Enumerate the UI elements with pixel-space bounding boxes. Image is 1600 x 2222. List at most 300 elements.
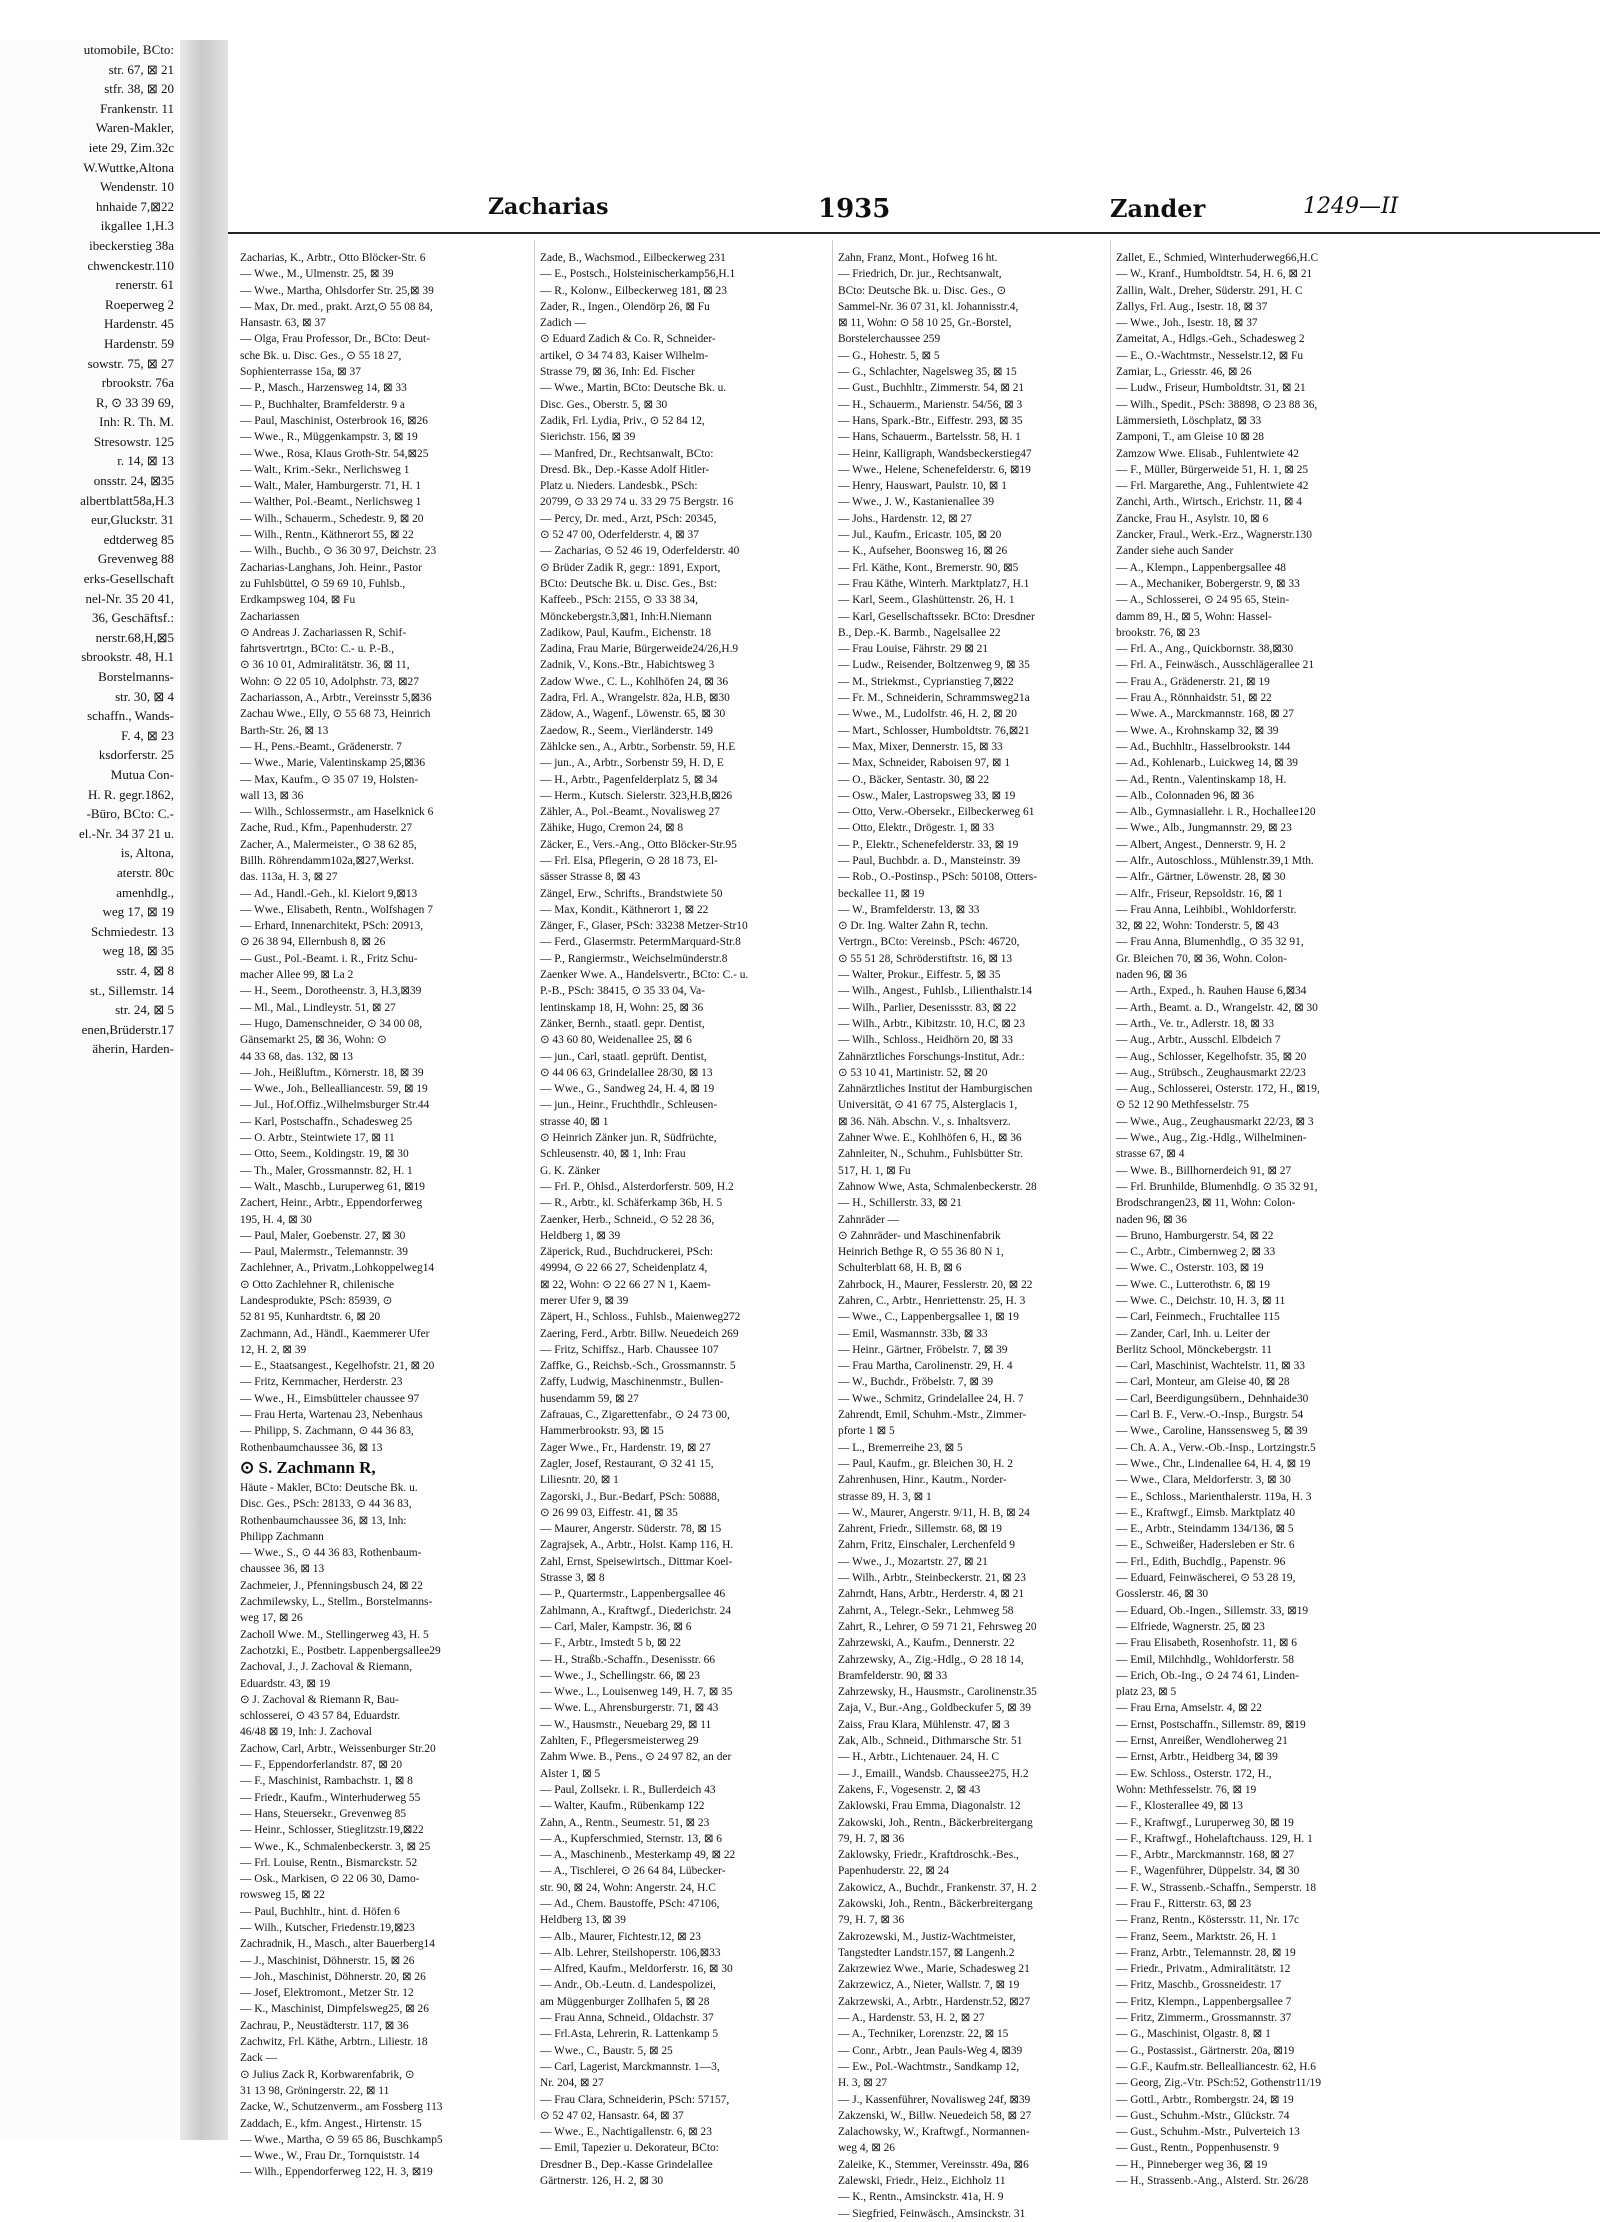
directory-entry-line: Schleusenstr. 40, ⊠ 1, Inh: Frau	[540, 1148, 686, 1161]
left-page-line: Waren-Makler,	[95, 120, 174, 136]
directory-entry-line: — Walt., Krim.-Sekr., Nerlichsweg 1	[240, 463, 410, 476]
directory-entry-line: Zachariassen	[240, 610, 300, 623]
directory-entry-line: ⊙ 26 99 03, Eiffestr. 41, ⊠ 35	[540, 1506, 678, 1519]
directory-entry-line: husendamm 59, ⊠ 27	[540, 1392, 639, 1405]
directory-entry-line: — Erhard, Innenarchitekt, PSch: 20913,	[240, 920, 424, 933]
directory-entry-line: — Conr., Arbtr., Jean Pauls-Weg 4, ⊠39	[838, 2044, 1023, 2057]
directory-entry-line: — Wwe., W., Frau Dr., Tornquiststr. 14	[240, 2150, 420, 2163]
directory-entry-line: Zander siehe auch Sander	[1116, 545, 1234, 558]
directory-entry-line: — E., Schloss., Marienthalerstr. 119a, H. 3	[1116, 1490, 1312, 1503]
directory-entry-line: — Otto, Seem., Koldingstr. 19, ⊠ 30	[240, 1148, 409, 1161]
directory-entry-line: Barth-Str. 26, ⊠ 13	[240, 724, 329, 737]
directory-entry-line: Berlitz School, Mönckebergstr. 11	[1116, 1343, 1272, 1356]
directory-entry-line: — Joh., Heißluftm., Körnerstr. 18, ⊠ 39	[240, 1066, 424, 1079]
directory-entry-line: 195, H. 4, ⊠ 30	[240, 1213, 312, 1226]
directory-entry-line: Zahn, Franz, Mont., Hofweg 16 ht.	[838, 252, 998, 264]
directory-entry-line: Zacher, A., Malermeister., ⊙ 38 62 85,	[240, 838, 417, 851]
directory-entry-line: Zängel, Erw., Schrifts., Brandstwiete 50	[540, 887, 723, 900]
directory-entry-line: Zachert, Heinr., Arbtr., Eppendorferweg	[240, 1197, 423, 1210]
left-page-line: ikgallee 1,H.3	[100, 218, 174, 234]
directory-entry-line: artikel, ⊙ 34 74 83, Kaiser Wilhelm-	[540, 349, 709, 362]
directory-entry-line: — Emil, Milchhdlg., Wohldorferstr. 58	[1116, 1653, 1294, 1666]
directory-entry-line: — Frau Louise, Fährstr. 29 ⊠ 21	[838, 643, 989, 656]
directory-entry-line: — Wwe., Schmitz, Grindelallee 24, H. 7	[838, 1392, 1024, 1405]
directory-entry-line: — C., Arbtr., Cimbernweg 2, ⊠ 33	[1116, 1246, 1276, 1259]
directory-entry-line: — Heinr., Gärtner, Fröbelstr. 7, ⊠ 39	[838, 1343, 1008, 1356]
directory-entry-line: Zader, R., Ingen., Olendörp 26, ⊠ Fu	[540, 300, 710, 313]
directory-entry-line: — Albert, Angest., Dennerstr. 9, H. 2	[1116, 838, 1286, 851]
directory-entry-line: — Hans, Spark.-Btr., Eiffestr. 293, ⊠ 35	[838, 414, 1023, 427]
directory-entry-line: — Walt., Maler, Hamburgerstr. 71, H. 1	[240, 480, 422, 493]
left-page-line: str. 24, ⊠ 5	[115, 1002, 174, 1018]
directory-entry-line: — Ad., Handl.-Geh., kl. Kielort 9,⊠13	[240, 887, 418, 900]
directory-entry-line: — Elfriede, Wagnerstr. 25, ⊠ 23	[1116, 1620, 1265, 1633]
directory-entry-line: — Franz, Arbtr., Telemannstr. 28, ⊠ 19	[1116, 1946, 1296, 1959]
directory-entry-line: — Wwe. C., Lutterothstr. 6, ⊠ 19	[1116, 1278, 1270, 1291]
directory-entry-line: — Carl B. F., Verw.-O.-Insp., Burgstr. 54	[1116, 1409, 1304, 1422]
directory-entry-line: — Frau F., Ritterstr. 63, ⊠ 23	[1116, 1897, 1252, 1910]
directory-entry-line: ⊙ Heinrich Zänker jun. R, Südfrüchte,	[540, 1132, 717, 1145]
directory-entry-line: — Fritz, Zimmerm., Grossmannstr. 37	[1116, 2012, 1292, 2025]
directory-entry-line: BCto: Deutsche Bk. u. Disc. Ges., ⊙	[838, 284, 1007, 297]
directory-entry-line: Zahrzewsky, A., Zig.-Hdlg., ⊙ 28 18 14,	[838, 1653, 1024, 1666]
directory-entry-line: — Manfred, Dr., Rechtsanwalt, BCto:	[540, 447, 714, 460]
directory-entry-line: — Wilh., Eppendorferweg 122, H. 3, ⊠19	[240, 2166, 433, 2179]
directory-entry-line: — Wwe., C., Baustr. 5, ⊠ 25	[540, 2044, 673, 2057]
directory-entry-line: Nr. 204, ⊠ 27	[540, 2077, 604, 2090]
directory-entry-line: Sammel-Nr. 36 07 31, kl. Johannisstr.4,	[838, 300, 1019, 313]
directory-entry-line: ⊙ Brüder Zadik R, gegr.: 1891, Export,	[540, 561, 721, 574]
directory-entry-line: ⊠ 36. Näh. Abschn. V., s. Inhaltsverz.	[838, 1115, 1011, 1128]
directory-entry-line: — Walter, Prokur., Eiffestr. 5, ⊠ 35	[838, 969, 1001, 982]
left-page-line: Wendenstr. 10	[99, 179, 174, 195]
directory-entry-line: Gänsemarkt 25, ⊠ 36, Wohn: ⊙	[240, 1034, 387, 1047]
directory-entry-line: Häute - Makler, BCto: Deutsche Bk. u.	[240, 1481, 418, 1494]
directory-entry-line: — H., Schauerm., Marienstr. 54/56, ⊠ 3	[838, 398, 1023, 411]
left-page-line: Grevenweg 88	[97, 551, 174, 567]
directory-entry-line: — H., Pens.-Beamt., Grädenerstr. 7	[240, 740, 402, 753]
directory-entry-line: — E., Postsch., Holsteinischerkamp56,H.1	[540, 268, 736, 281]
directory-entry-line: — Gust., Schuhm.-Mstr., Glückstr. 74	[1116, 2109, 1290, 2122]
directory-entry-line: — M., Striekmst., Cyprianstieg 7,⊠22	[838, 675, 1014, 688]
directory-entry-line: Zahnleiter, N., Schuhm., Fuhlsbütter Str.	[838, 1148, 1023, 1161]
left-page-line: iete 29, Zim.32c	[88, 139, 174, 155]
directory-entry-line: — Wwe., Martin, BCto: Deutsche Bk. u.	[540, 382, 727, 395]
directory-entry-line: Zaenker Wwe. A., Handelsvertr., BCto: C.- u.	[540, 969, 749, 982]
directory-entry-line: Wohn: ⊙ 22 05 10, Adolphstr. 73, ⊠27	[240, 675, 419, 688]
directory-entry-line: — H., Schillerstr. 33, ⊠ 21	[838, 1197, 962, 1210]
directory-entry-line: strasse 40, ⊠ 1	[540, 1115, 609, 1128]
directory-entry-line: Zakens, F., Vogesenstr. 2, ⊠ 43	[838, 1783, 981, 1796]
directory-entry-line: Sophienterrasse 15a, ⊠ 37	[240, 366, 361, 379]
left-page-line: sstr. 4, ⊠ 8	[116, 962, 174, 978]
directory-entry-line: BCto: Deutsche Bk. u. Disc. Ges., Bst:	[540, 577, 717, 590]
left-page-line: hnhaide 7,⊠22	[95, 198, 174, 214]
directory-entry-line: — Mart., Schlosser, Humboldtstr. 76,⊠21	[838, 724, 1030, 737]
directory-entry-line: — L., Bremerreihe 23, ⊠ 5	[838, 1441, 963, 1454]
directory-entry-line: Alster 1, ⊠ 5	[540, 1767, 601, 1780]
directory-entry-line: Zachow, Carl, Arbtr., Weissenburger Str.20	[240, 1742, 436, 1755]
directory-entry-line: — Frau Elisabeth, Rosenhofstr. 11, ⊠ 6	[1116, 1637, 1297, 1650]
header-left-name: Zacharias	[488, 194, 609, 220]
directory-entry-line: Wohn: Methfesselstr. 76, ⊠ 19	[1116, 1783, 1257, 1796]
directory-entry-line: Zakowski, Joh., Rentn., Bäckerbreitergang	[838, 1816, 1033, 1829]
left-page-line: ksdorferstr. 25	[98, 747, 174, 763]
directory-entry-line: — Ernst, Postschaffn., Sillemstr. 89, ⊠19	[1116, 1718, 1306, 1731]
directory-entry-line: — Friedrich, Dr. jur., Rechtsanwalt,	[838, 268, 1002, 281]
directory-entry-line: Zaiss, Frau Klara, Mühlenstr. 47, ⊠ 3	[838, 1718, 1010, 1731]
directory-entry-line: Sierichstr. 156, ⊠ 39	[540, 431, 636, 444]
directory-entry-line: — Wilh., Schauerm., Schedestr. 9, ⊠ 20	[240, 512, 424, 525]
directory-entry-line: — Max, Kaufm., ⊙ 35 07 19, Holsten-	[240, 773, 419, 786]
directory-entry-line: — Carl, Feinmech., Fruchtallee 115	[1116, 1311, 1280, 1324]
directory-entry-line: — F., Müller, Bürgerweide 51, H. 1, ⊠ 25	[1116, 463, 1309, 476]
directory-entry-line: — Zander, Carl, Inh. u. Leiter der	[1116, 1327, 1270, 1340]
directory-entry-line: Zalewski, Friedr., Heiz., Eichholz 11	[838, 2175, 1006, 2188]
directory-entry-line: — Wwe., C., Lappenbergsallee 1, ⊠ 19	[838, 1311, 1019, 1324]
directory-entry-line: — Osk., Markisen, ⊙ 22 06 30, Damo-	[240, 1873, 420, 1886]
directory-entry-line: — Paul, Buchbdr. a. D., Mansteinstr. 39	[838, 854, 1021, 867]
directory-entry-line: Borstelerchaussee 259	[838, 333, 941, 346]
directory-entry-line: — Carl, Monteur, am Gleise 40, ⊠ 28	[1116, 1376, 1290, 1389]
directory-entry-line: — Th., Maler, Grossmannstr. 82, H. 1	[240, 1164, 413, 1177]
directory-entry-line: Zakrzewiez Wwe., Marie, Schadesweg 21	[838, 1963, 1030, 1976]
directory-entry-line: — Friedr., Privatm., Admiralitätstr. 12	[1116, 1963, 1291, 1976]
directory-entry-line: platz 23, ⊠ 5	[1116, 1686, 1177, 1699]
directory-entry-line: Zacke, W., Schutzenverm., am Fossberg 113	[240, 2101, 443, 2114]
left-page-line: enen,Brüderstr.17	[81, 1021, 174, 1037]
directory-entry-line: — Wwe., Helene, Schenefelderstr. 6, ⊠19	[838, 463, 1031, 476]
directory-entry-line: Zachau Wwe., Elly, ⊙ 55 68 73, Heinrich	[240, 708, 431, 721]
left-page-line: 36, Geschäftsf.:	[92, 610, 174, 626]
directory-entry-line: ⊙ Eduard Zadich & Co. R, Schneider-	[540, 333, 716, 346]
directory-entry-line: Rothenbaumchaussee 36, ⊠ 13	[240, 1441, 383, 1454]
directory-entry-line: — A., Mechaniker, Bobergerstr. 9, ⊠ 33	[1116, 577, 1300, 590]
directory-entry-line: Gosslerstr. 46, ⊠ 30	[1116, 1588, 1209, 1601]
left-page-line: erks-Gesellschaft	[83, 571, 174, 587]
directory-entry-line: — Frl.Asta, Lehrerin, R. Lattenkamp 5	[540, 2028, 719, 2041]
directory-entry-line: — Carl, Maschinist, Wachtelstr. 11, ⊠ 33	[1116, 1360, 1305, 1373]
left-page-line: weg 17, ⊠ 19	[102, 904, 174, 920]
directory-entry-line: — A., Schlosserei, ⊙ 24 95 65, Stein-	[1116, 594, 1290, 607]
left-page-line: st., Sillemstr. 14	[89, 982, 174, 998]
left-page-line: Mutua Con-	[110, 766, 174, 782]
left-page-line: str. 30, ⊠ 4	[115, 688, 174, 704]
directory-entry-line: — Frau Käthe, Winterh. Marktplatz7, H.1	[838, 577, 1030, 590]
directory-entry-line: zu Fuhlsbüttel, ⊙ 59 69 10, Fuhlsb.,	[240, 577, 406, 590]
directory-entry-line: — R., Kolonw., Eilbeckerweg 181, ⊠ 23	[540, 284, 727, 297]
directory-entry-line: — F., Klosterallee 49, ⊠ 13	[1116, 1800, 1243, 1813]
directory-entry-line: 79, H. 7, ⊠ 36	[838, 1914, 905, 1927]
left-page-line: Roeperweg 2	[105, 296, 174, 312]
directory-entry-line: ⊙ Zahnräder- und Maschinenfabrik	[838, 1229, 1001, 1242]
directory-entry-line: brookstr. 76, ⊠ 23	[1116, 626, 1200, 639]
directory-entry-line: — F., Arbtr., Marckmannstr. 168, ⊠ 27	[1116, 1849, 1295, 1862]
directory-entry-line: — E., Staatsangest., Kegelhofstr. 21, ⊠ 20	[240, 1360, 435, 1373]
directory-entry-line: strasse 89, H. 3, ⊠ 1	[838, 1490, 932, 1503]
directory-entry-line: ⊙ 36 10 01, Admiralitätstr. 36, ⊠ 11,	[240, 659, 410, 672]
directory-entry-line: — jun., Carl, staatl. geprüft. Dentist,	[540, 1050, 707, 1063]
directory-entry-line: Zahnräder —	[838, 1213, 900, 1226]
directory-entry-line: — Wwe., S., ⊙ 44 36 83, Rothenbaum-	[240, 1547, 422, 1560]
directory-entry-line: Heldberg 13, ⊠ 39	[540, 1914, 626, 1927]
directory-entry-line: — Heinr, Kalligraph, Wandsbeckerstieg47	[838, 447, 1032, 460]
directory-entry-line: Zachlehner, A., Privatm.,Lohkoppelweg14	[240, 1262, 435, 1275]
directory-entry-line: ⊙ 26 38 94, Ellernbush 8, ⊠ 26	[240, 936, 386, 949]
directory-entry-line: — Ernst, Anreißer, Wendloherweg 21	[1116, 1735, 1288, 1748]
directory-entry-line: — Heinr., Schlosser, Stieglitzstr.19,⊠22	[240, 1824, 424, 1837]
directory-entry-line: — J., Emaill., Wandsb. Chaussee275, H.2	[838, 1767, 1029, 1780]
directory-entry-line: Vertrgn., BCto: Vereinsb., PSch: 46720,	[838, 936, 1020, 949]
directory-entry-line: — Ludw., Friseur, Humboldtstr. 31, ⊠ 21	[1116, 382, 1306, 395]
directory-entry-line: — Zacharias, ⊙ 52 46 19, Oderfelderstr. 40	[540, 545, 740, 558]
directory-entry-line: — Alfr., Autoschloss., Mühlenstr.39,1 Mth.	[1116, 854, 1314, 867]
directory-entry-line: Zadow Wwe., C. L., Kohlhöfen 24, ⊠ 36	[540, 675, 729, 688]
directory-entry-line: — J., Kassenführer, Novalisweg 24f, ⊠39	[838, 2093, 1031, 2106]
directory-entry-line: — Ad., Kohlenarb., Luickweg 14, ⊠ 39	[1116, 757, 1298, 770]
directory-entry-line: — Wwe., Marie, Valentinskamp 25,⊠36	[240, 757, 426, 770]
directory-entry-line: Hammerbrookstr. 93, ⊠ 15	[540, 1425, 664, 1438]
directory-entry-line: Zadikow, Paul, Kaufm., Eichenstr. 18	[540, 626, 712, 639]
directory-entry-line: — Carl, Lagerist, Marckmannstr. 1—3,	[540, 2060, 720, 2073]
directory-entry-line: — Gust., Schuhm.-Mstr., Pulverteich 13	[1116, 2126, 1300, 2139]
directory-entry-line: Zache, Rud., Kfm., Papenhuderstr. 27	[240, 822, 413, 835]
directory-entry-line: Zager Wwe., Fr., Hardenstr. 19, ⊠ 27	[540, 1441, 711, 1454]
directory-entry-line: wall 13, ⊠ 36	[240, 789, 304, 802]
directory-entry-line: — P., Rangiermstr., Weichselmünderstr.8	[540, 952, 728, 965]
directory-entry-line: — Fritz, Schiffsz., Harb. Chaussee 107	[540, 1343, 719, 1356]
directory-entry-line: — Wwe., Chr., Lindenallee 64, H. 4, ⊠ 19	[1116, 1457, 1311, 1470]
directory-entry-line: — H., Straßb.-Schaffn., Desenisstr. 66	[540, 1653, 716, 1666]
directory-entry-line: — Fritz, Kernmacher, Herderstr. 23	[240, 1376, 403, 1389]
directory-entry-line: naden 96, ⊠ 36	[1116, 1213, 1187, 1226]
directory-entry-line: H. 3, ⊠ 27	[838, 2077, 888, 2090]
page-header	[228, 180, 1600, 234]
directory-entry-line: — Carl, Maler, Kampstr. 36, ⊠ 6	[540, 1620, 692, 1633]
directory-entry-line: — Jul., Kaufm., Ericastr. 105, ⊠ 20	[838, 529, 1002, 542]
directory-entry-line: Zahrnt, A., Telegr.-Sekr., Lehmweg 58	[838, 1604, 1014, 1617]
directory-entry-line: — Wwe., Rosa, Klaus Groth-Str. 54,⊠25	[240, 447, 429, 460]
directory-entry-line: — F., Wagenführer, Düppelstr. 34, ⊠ 30	[1116, 1865, 1300, 1878]
directory-entry-line: — R., Arbtr., kl. Schäferkamp 36b, H. 5	[540, 1197, 723, 1210]
directory-entry-line: das. 113a, H. 3, ⊠ 27	[240, 871, 338, 884]
directory-entry-line: — Karl, Gesellschaftssekr. BCto: Dresdner	[838, 610, 1035, 623]
directory-entry-line: — Andr., Ob.-Leutn. d. Landespolizei,	[540, 1979, 716, 1992]
directory-entry-line: — Siegfried, Feinwäsch., Amsinckstr. 31	[838, 2207, 1026, 2220]
directory-entry-line: Strasse 3, ⊠ 8	[540, 1572, 605, 1585]
directory-entry-line: — A., Kupferschmied, Sternstr. 13, ⊠ 6	[540, 1832, 722, 1845]
directory-entry-line: — Franz, Rentn., Köstersstr. 11, Nr. 17c	[1116, 1914, 1300, 1927]
directory-entry-line: Dresd. Bk., Dep.-Kasse Adolf Hitler-	[540, 463, 710, 476]
directory-entry-line: Philipp Zachmann	[240, 1530, 324, 1543]
left-page-line: sbrookstr. 48, H.1	[81, 649, 174, 665]
directory-entry-line: Zachmilewsky, L., Stellm., Borstelmanns-	[240, 1596, 433, 1609]
directory-entry-line: pforte 1 ⊠ 5	[838, 1425, 895, 1438]
header-year: 1935	[818, 194, 891, 224]
directory-entry-line: — Alfr., Gärtner, Löwenstr. 28, ⊠ 30	[1116, 871, 1286, 884]
directory-entry-line: — Wwe., J., Schellingstr. 66, ⊠ 23	[540, 1669, 700, 1682]
column-divider	[534, 240, 535, 2120]
directory-entry-line: fahrtsvertrtgn., BCto: C.- u. P.-B.,	[240, 643, 395, 656]
directory-entry-line: Zänger, F., Glaser, PSch: 33238 Metzer-Str10	[540, 920, 748, 933]
directory-entry-line: — W., Maurer, Angerstr. 9/11, H. B, ⊠ 24	[838, 1506, 1030, 1519]
directory-entry-line: — Frl. A., Ang., Quickbornstr. 38,⊠30	[1116, 643, 1294, 656]
directory-entry-line: Zahnow Wwe, Asta, Schmalenbeckerstr. 28	[838, 1180, 1037, 1193]
directory-entry-line: Schulterblatt 68, H. B, ⊠ 6	[838, 1262, 962, 1275]
directory-entry-line: Landesprodukte, PSch: 85939, ⊙	[240, 1295, 393, 1307]
header-right-name: Zander	[1110, 194, 1206, 223]
directory-entry-line: — E., Schweißer, Hadersleben er Str. 6	[1116, 1539, 1295, 1552]
directory-entry-line: — Paul, Maler, Goebenstr. 27, ⊠ 30	[240, 1229, 406, 1242]
directory-entry-line: Zaddach, E., kfm. Angest., Hirtenstr. 15	[240, 2117, 422, 2130]
directory-entry-line: — Ad., Rentn., Valentinskamp 18, H.	[1116, 773, 1287, 786]
directory-entry-line: — Ad., Buchhltr., Hasselbrookstr. 144	[1116, 740, 1291, 753]
directory-entry-line: — Friedr., Kaufm., Winterhuderweg 55	[240, 1791, 421, 1804]
left-page-line: r. 14, ⊠ 13	[117, 453, 174, 469]
directory-entry-line: — Philipp, S. Zachmann, ⊙ 44 36 83,	[240, 1425, 414, 1438]
directory-entry-line: — K., Maschinist, Dimpfelsweg25, ⊠ 26	[240, 2003, 429, 2016]
directory-entry-line: Zaklowsky, Friedr., Kraftdroschk.-Bes.,	[838, 1849, 1019, 1862]
directory-entry-line: Zahlmann, A., Kraftwgf., Diederichstr. 24	[540, 1604, 732, 1617]
directory-entry-line: — Frl. Louise, Rentn., Bismarckstr. 52	[240, 1856, 418, 1869]
directory-entry-line: — Frl., Edith, Buchdlg., Papenstr. 96	[1116, 1555, 1286, 1568]
directory-entry-line: Tangstedter Landstr.157, ⊠ Langenh.2	[838, 1946, 1015, 1959]
directory-entry-line: Zakrzewicz, A., Nieter, Wallstr. 7, ⊠ 19	[838, 1979, 1020, 1992]
directory-entry-line: — Wilh., Angest., Fuhlsb., Lilienthalstr.14	[838, 985, 1032, 998]
directory-entry-line: — Karl, Postschaffn., Schadesweg 25	[240, 1115, 413, 1128]
directory-entry-line: Zahrndt, Hans, Arbtr., Herderstr. 4, ⊠ 21	[838, 1588, 1025, 1601]
directory-entry-line: — Max, Mixer, Dennerstr. 15, ⊠ 33	[838, 740, 1003, 753]
left-page-line: H. R. gegr.1862,	[88, 786, 174, 802]
directory-entry-line: Zahrbock, H., Maurer, Fesslerstr. 20, ⊠ 22	[838, 1278, 1033, 1291]
directory-entry-line: Zahrt, R., Lehrer, ⊙ 59 71 21, Fehrsweg 20	[838, 1620, 1037, 1633]
directory-entry-line: Zanchi, Arth., Wirtsch., Erichstr. 11, ⊠ 4	[1116, 496, 1302, 509]
directory-entry-line: Zaja, V., Bur.-Ang., Goldbeckufer 5, ⊠ 39	[838, 1702, 1031, 1715]
directory-entry-line: Zahner Wwe. E., Kohlhöfen 6, H., ⊠ 36	[838, 1132, 1022, 1145]
directory-entry-line: — Wwe. B., Billhornerdeich 91, ⊠ 27	[1116, 1164, 1292, 1177]
directory-entry-line: Mönckebergstr.3,⊠1, Inh:H.Niemann	[540, 610, 712, 623]
directory-entry-line: — Percy, Dr. med., Arzt, PSch: 20345,	[540, 512, 717, 525]
directory-entry-line: Zahn, A., Rentn., Seumestr. 51, ⊠ 23	[540, 1816, 710, 1829]
directory-entry-line: — Carl, Beerdigungsübern., Dehnhaide30	[1116, 1392, 1309, 1405]
directory-entry-line: — Wilh., Rentn., Käthnerort 55, ⊠ 22	[240, 529, 414, 542]
directory-entry-line: — Rob., O.-Postinsp., PSch: 50108, Otters-	[838, 871, 1038, 884]
directory-entry-line: — Wilh., Buchb., ⊙ 36 30 97, Deichstr. 23	[240, 545, 437, 558]
directory-entry-line: — jun., Heinr., Fruchthdlr., Schleusen-	[540, 1099, 718, 1112]
directory-entry-line: — Hans, Schauerm., Bartelsstr. 58, H. 1	[838, 431, 1021, 444]
directory-entry-line: Zahrzewsky, H., Hausmstr., Carolinenstr.35	[838, 1686, 1037, 1699]
left-page-line: renerstr. 61	[115, 277, 174, 293]
directory-entry-line: Zacharias-Langhans, Joh. Heinr., Pastor	[240, 561, 422, 574]
directory-entry-line: — Alb., Gymnasiallehr. i. R., Hochallee120	[1116, 806, 1316, 819]
directory-entry-line: — Otto, Elektr., Drögestr. 1, ⊠ 33	[838, 822, 995, 835]
directory-entry-line: Gr. Bleichen 70, ⊠ 36, Wohn. Colon-	[1116, 952, 1288, 965]
directory-entry-line: Brodschrangen23, ⊠ 11, Wohn: Colon-	[1116, 1197, 1296, 1210]
directory-entry-line: — Paul, Maschinist, Osterbrook 16, ⊠26	[240, 414, 428, 427]
directory-entry-line: — G., Schlachter, Nagelsweg 35, ⊠ 15	[838, 366, 1017, 379]
directory-entry-line: — Max, Schneider, Raboisen 97, ⊠ 1	[838, 757, 1011, 770]
directory-entry-line: ⊙ 55 51 28, Schröderstiftstr. 16, ⊠ 13	[838, 952, 1013, 965]
left-page-strip	[0, 40, 178, 2140]
directory-entry-line: — Wwe., Elisabeth, Rentn., Wolfshagen 7	[240, 903, 433, 916]
directory-entry-line: Zahrenhusen, Hinr., Kautm., Norder-	[838, 1474, 1007, 1487]
directory-entry-line: ⊙ Otto Zachlehner R, chilenische	[240, 1278, 395, 1291]
directory-entry-line: — O., Bäcker, Sentastr. 30, ⊠ 22	[838, 773, 990, 786]
directory-entry-line: Zahnärztliches Institut der Hamburgischen	[838, 1083, 1033, 1096]
directory-entry-line: — H., Pinneberger weg 36, ⊠ 19	[1116, 2158, 1268, 2171]
directory-entry-line: Zamponi, T., am Gleise 10 ⊠ 28	[1116, 431, 1264, 444]
directory-entry-line: Zachariasson, A., Arbtr., Vereinsstr 5,⊠36	[240, 692, 432, 705]
directory-entry-line: 20799, ⊙ 33 29 74 u. 33 29 75 Bergstr. 16	[540, 496, 734, 509]
directory-entry-line: — Wwe., Joh., Isestr. 18, ⊠ 37	[1116, 317, 1258, 330]
directory-entry-line: — Wwe., Caroline, Hanssensweg 5, ⊠ 39	[1116, 1425, 1308, 1438]
directory-entry-line: Zagler, Josef, Restaurant, ⊙ 32 41 15,	[540, 1457, 714, 1470]
directory-entry-line: Rothenbaumchaussee 36, ⊠ 13, Inh:	[240, 1514, 407, 1527]
directory-entry-line: Zagorski, J., Bur.-Bedarf, PSch: 50888,	[540, 1490, 720, 1503]
directory-entry-line: — Frau Anna, Blumenhdlg., ⊙ 35 32 91,	[1116, 936, 1304, 949]
directory-entry-line: — Wilh., Arbtr., Kibitzstr. 10, H.C, ⊠ 23	[838, 1017, 1026, 1030]
directory-entry-line: Zallys, Frl. Aug., Isestr. 18, ⊠ 37	[1116, 300, 1268, 313]
directory-entry-line: Dresdner B., Dep.-Kasse Grindelallee	[540, 2158, 713, 2171]
directory-entry-line: Zadich —	[540, 317, 586, 330]
directory-entry-line: Disc. Ges., Oberstr. 5, ⊠ 30	[540, 398, 668, 411]
directory-entry-line: Zachmann, Ad., Händl., Kaemmerer Ufer	[240, 1327, 430, 1340]
directory-entry-line: — W., Bramfelderstr. 13, ⊠ 33	[838, 903, 980, 916]
column-divider	[832, 240, 833, 2120]
directory-entry-line: — Hugo, Damenschneider, ⊙ 34 00 08,	[240, 1017, 423, 1030]
directory-entry-line: — Osw., Maler, Lastropsweg 33, ⊠ 19	[838, 789, 1016, 802]
directory-entry-line: — Ludw., Reisender, Boltzenweg 9, ⊠ 35	[838, 659, 1030, 672]
directory-entry-line: — Frl. Käthe, Kont., Bremerstr. 90, ⊠5	[838, 561, 1019, 574]
directory-column-1	[240, 250, 530, 2179]
left-page-line: aterstr. 80c	[116, 864, 174, 880]
directory-entry-line: Zadnik, V., Kons.-Btr., Habichtsweg 3	[540, 659, 715, 672]
directory-entry-line: Zadik, Frl. Lydia, Priv., ⊙ 52 84 12,	[540, 414, 705, 427]
directory-entry-line: Zancker, Fraul., Werk.-Erz., Wagnerstr.130	[1116, 529, 1312, 542]
left-page-line: amenhdlg.,	[116, 884, 174, 900]
directory-entry-line: — W., Buchdr., Fröbelstr. 7, ⊠ 39	[838, 1376, 994, 1389]
directory-entry-line: — H., Arbtr., Lichtenauer. 24, H. C	[838, 1751, 1000, 1764]
directory-entry-line: — Aug., Strübsch., Zeughausmarkt 22/23	[1116, 1066, 1306, 1079]
directory-entry-line: — Wilh., Parlier, Desenissstr. 83, ⊠ 22	[838, 1001, 1017, 1014]
directory-entry-line: Zahrendt, Emil, Schuhm.-Mstr., Zimmer-	[838, 1409, 1027, 1422]
directory-entry-line: — A., Maschinenb., Mesterkamp 49, ⊠ 22	[540, 1849, 736, 1862]
directory-entry-line: Gärtnerstr. 126, H. 2, ⊠ 30	[540, 2175, 664, 2188]
directory-entry-line: — Gottl., Arbtr., Rombergstr. 24, ⊠ 19	[1116, 2093, 1294, 2106]
directory-entry-line: — W., Kranf., Humboldtstr. 54, H. 6, ⊠ 21	[1116, 268, 1313, 281]
directory-entry-line: — F., Maschinist, Rambachstr. 1, ⊠ 8	[240, 1775, 413, 1788]
directory-column-3	[838, 250, 1128, 2220]
directory-entry-line: Zachotzki, E., Postbetr. Lappenbergsallee29	[240, 1644, 441, 1657]
left-page-line: nerstr.68,H,⊠5	[95, 629, 174, 645]
directory-entry-line: Zaering, Ferd., Arbtr. Billw. Neuedeich 269	[540, 1327, 739, 1340]
directory-entry-line: Liliesntr. 20, ⊠ 1	[540, 1474, 619, 1487]
directory-entry-line: Zancke, Frau H., Asylstr. 10, ⊠ 6	[1116, 512, 1269, 525]
directory-entry-line: — Georg, Zig.-Vtr. PSch:52, Gothenstr11/19	[1116, 2077, 1322, 2090]
directory-entry-line: — Henry, Hauswart, Paulstr. 10, ⊠ 1	[838, 480, 1007, 493]
directory-entry-line: Zachwitz, Frl. Käthe, Arbtrn., Liliestr. 18	[240, 2036, 428, 2049]
directory-entry-line: — Josef, Elektromont., Metzer Str. 12	[240, 1987, 414, 2000]
directory-entry-line: Zaleike, K., Stemmer, Vereinsstr. 49a, ⊠6	[838, 2158, 1029, 2171]
directory-entry-line: — A., Techniker, Lorenzstr. 22, ⊠ 15	[838, 2028, 1009, 2041]
directory-entry-line: — Hans, Steuersekr., Grevenweg 85	[240, 1807, 407, 1820]
directory-entry-line: — Wwe. C., Osterstr. 103, ⊠ 19	[1116, 1262, 1264, 1275]
directory-entry-line: — Walter, Kaufm., Rübenkamp 122	[540, 1800, 705, 1813]
left-page-line: el.-Nr. 34 37 21 u.	[79, 825, 174, 841]
directory-entry-line: weg 4, ⊠ 26	[838, 2142, 895, 2155]
directory-entry-line: — Frau Anna, Schneid., Oldachstr. 37	[540, 2012, 714, 2025]
directory-entry-line: — Paul, Buchhltr., hint. d. Höfen 6	[240, 1905, 400, 1918]
